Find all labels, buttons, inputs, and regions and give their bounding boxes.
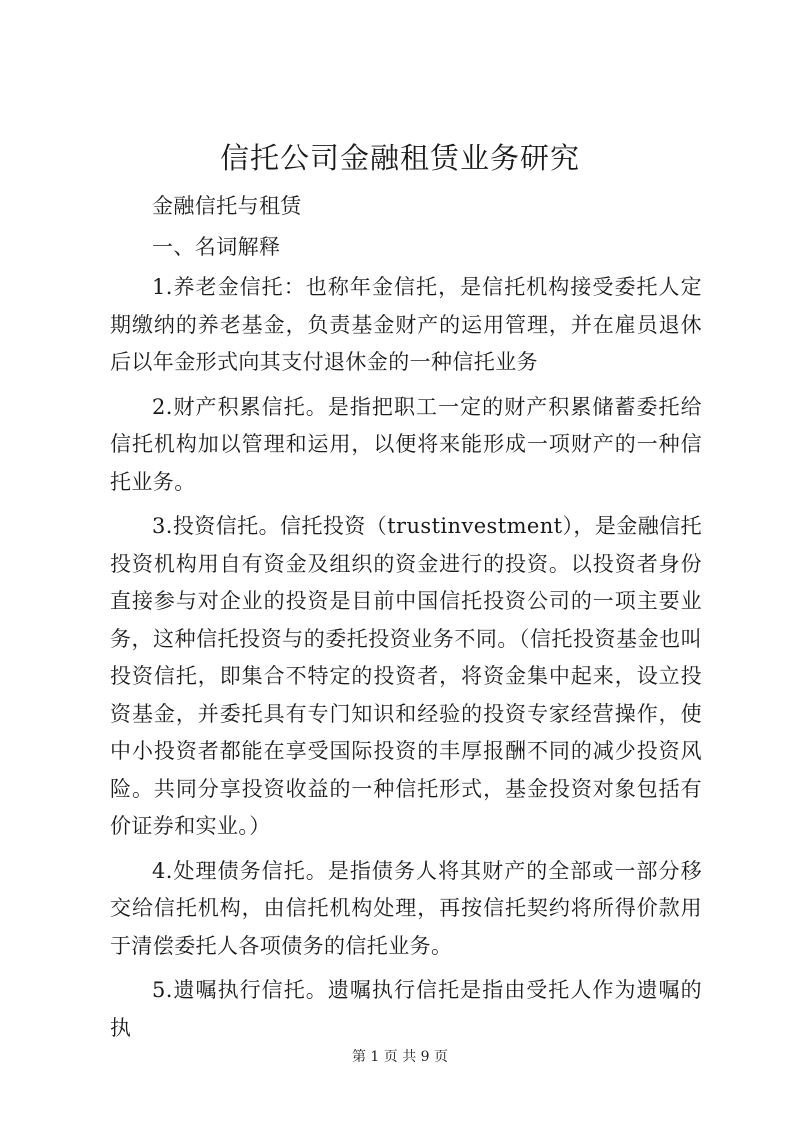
page-title: 信托公司金融租赁业务研究 — [219, 141, 580, 175]
paragraph-property-accumulation-trust: 2.财产积累信托。是指把职工一定的财产积累储蓄委托给信托机构加以管理和运用，以便将来能形成一项财产的一种信托业务。 — [110, 394, 702, 494]
paragraph-subtitle: 金融信托与租赁 — [152, 194, 302, 218]
paragraph-pension-trust: 1.养老金信托：也称年金信托，是信托机构接受委托人定期缴纳的养老基金，负责基金财产的运用管理，并在雇员退休后以年金形式向其支付退休金的一种信托业务 — [110, 275, 702, 374]
paragraph-section-heading: 一、名词解释 — [152, 234, 281, 259]
paragraph-investment-trust: 3.投资信托。信托投资（trustinvestment），是金融信托投资机构用自有资金及组织的资金进行的投资。以投资者身份直接参与对企业的投资是目前中国信托投资公司的一项主要业务，这种信托投资与的委托投资业务不同。（信托投资基金也叫投资信托，即集合不特定的投资者，将资金集中起来，设立投资基金，并委托具有专门知识和经验的投资专家经营操作，使中小投资者都能在享受国际投资的丰厚报酬不同的减少投资风险。共同分享投资收益的一种信托形式，基金投资对象包括有价证券和实业。） — [110, 514, 702, 838]
paragraph-will-execution-trust: 5.遗嘱执行信托。遗嘱执行信托是指由受托人作为遗嘱的执 — [110, 978, 702, 1040]
page-footer: 第 1 页 共 9 页 — [351, 1049, 449, 1065]
document-body — [110, 188, 702, 1054]
paragraph-debt-handling-trust: 4.处理债务信托。是指债务人将其财产的全部或一部分移交给信托机构，由信托机构处理，再按信托契约将所得价款用于清偿委托人各项债务的信托业务。 — [110, 858, 702, 958]
